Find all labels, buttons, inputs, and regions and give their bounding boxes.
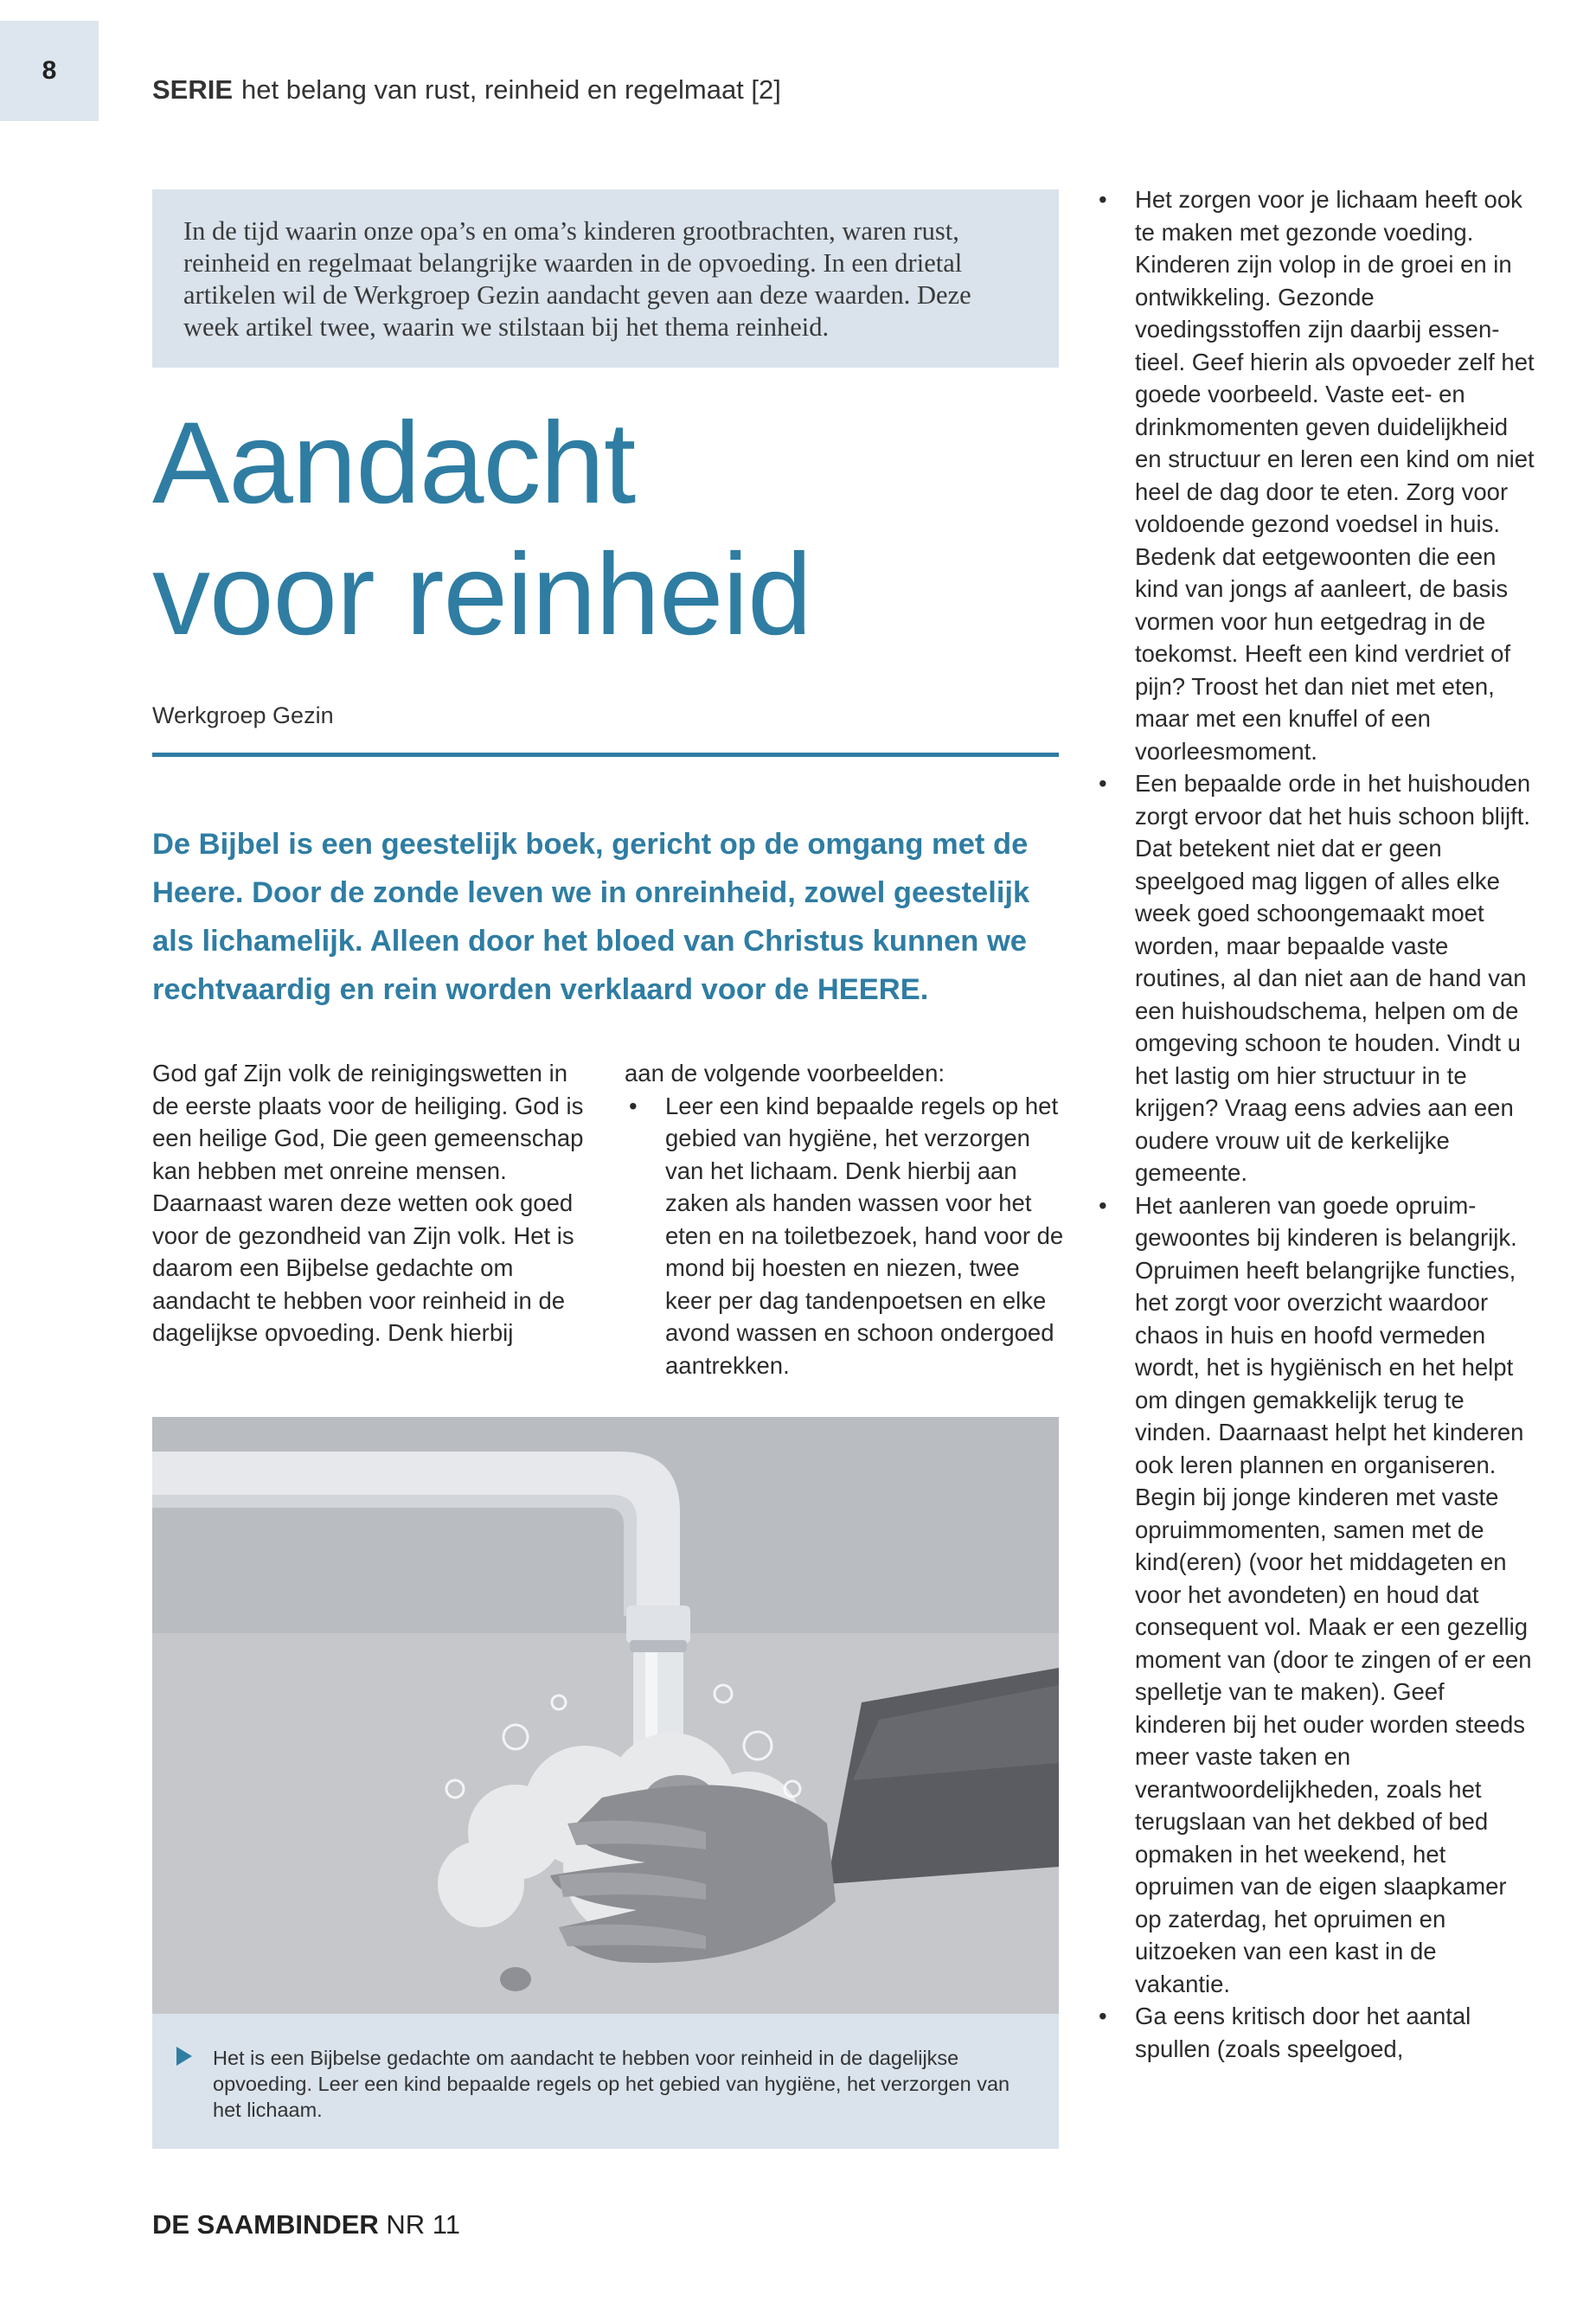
article-title [152,398,811,661]
bullets-intro: aan de volgende voorbeelden: [625,1060,945,1086]
body-column-1: God gaf Zijn volk de reinigingswetten in de eerste plaats voor de heiliging. God is een heilige God, Die geen gemeenschap kan hebben met onreine mensen. Daarnaast waren deze wetten ook goed voor de gezondheid van Zijn volk. Het is daarom een Bijbelse gedachte om aandacht te hebben voor reinheid in de dagelijkse opvoeding. Denk hierbij [152,1060,584,1346]
bullet-item: • Een bepaalde orde in het huishouden zorgt ervoor dat het huis schoon blijft. Dat betekent niet dat er geen speelgoed mag liggen of alles elke week goed schoongemaakt moet worden, maar bepaalde vaste routines, al dan niet aan de hand van een huishoudschema, helpen om de omgeving schoon te houden. Vindt u het lastig om hier structuur in te krijgen? Vraag eens advies aan een oudere vrouw uit de kerkelijke gemeente. [1094,767,1535,1189]
intro-text: In de tijd waarin onze opa’s en oma’s kinderen grootbrachten, waren rust, reinheid en regelmaat belangrijke waarden in de opvoeding. In een drietal artikelen wil de Werkgroep Gezin aandacht geven aan deze waarden. Deze week artikel twee, waarin we stilstaan bij het thema reinheid. [183,216,971,342]
series-header [152,74,781,106]
caption-arrow-icon [176,2047,192,2066]
bullet-item: • Ga eens kritisch door het aantal spullen (zoals speelgoed, [1094,2000,1535,2065]
title-divider [152,753,1059,757]
handwashing-image [152,1417,1059,2014]
magazine-name: DE SAAMBINDER [152,2209,379,2240]
page-number: 8 [42,56,57,85]
issue-number: NR 11 [386,2209,460,2240]
bullet-item: • Het aanleren van goede opruimgewoontes bij kinderen is belangrijk. Opruimen heeft belangrijke functies, het zorgt voor overzicht waardoor chaos in huis en hoofd vermeden wordt, het is hygiënisch en het helpt om dingen gemakkelijk terug te vinden. Daarnaast helpt het kinderen ook leren plannen en organiseren. Begin bij jonge kinderen met vaste opruimmomenten, samen met de kind(eren) (voor het middageten en voor het avondeten) en houd dat consequent vol. Maak er een gezellig moment van (door te zingen of er een spelletje van te maken). Geef kinderen bij het ouder worden steeds meer vaste taken en verantwoordelijkheden, zoals het terugslaan van het dekbed of bed opmaken in het weekend, het opruimen van de eigen slaapkamer op zaterdag, het opruimen en uitzoeken van een kast in de vakantie. [1094,1189,1535,2001]
image-caption: Het is een Bijbelse gedachte om aandacht te hebben voor reinheid in de dagelijkse opvoeding. Leer een kind bepaalde regels op het gebied van hygiëne, het verzorgen van het lichaam. [213,2047,1010,2121]
intro-box [152,189,1059,368]
body-column-2 [625,1057,1066,1381]
footer [152,2209,460,2240]
lead-paragraph: De Bijbel is een geestelijk boek, gericht op de omgang met de Heere. Door de zonde leven we in onreinheid, zowel geestelijk als lichamelijk. Alleen door het bloed van Christus kunnen we rechtvaardig en rein worden verklaard voor de HEERE. [152,828,1030,1006]
series-label: SERIE [152,74,234,105]
article-title-line-1: Aandacht [152,399,636,528]
article-title-line-2: voor reinheid [152,530,811,659]
bullet-item: • Leer een kind bepaalde regels op het gebied van hygiëne, het verzorgen van het lichaam. Denk hierbij aan zaken als handen wassen voor het eten en na toiletbezoek, hand voor de mond bij hoesten en niezen, twee keer per dag tandenpoetsen en elke avond wassen en schoon ondergoed aantrekken. [625,1090,1066,1382]
page-number-box [0,21,99,121]
bullet-list-col3 [1094,183,1535,2065]
handwashing-illustration [152,1417,1059,2014]
author-byline: Werkgroep Gezin [152,702,334,728]
image-caption-box [152,2014,1059,2149]
bullet-list-col2 [625,1090,1066,1382]
bullet-item: • Het zorgen voor je lichaam heeft ook te maken met gezonde voeding. Kinderen zijn volop in de groei en in ontwikkeling. Gezonde voedingsstoffen zijn daarbij essentieel. Geef hierin als opvoeder zelf het goede voorbeeld. Vaste eet- en drinkmomenten geven duidelijkheid en structuur en leren een kind om niet heel de dag door te eten. Zorg voor voldoende gezond voedsel in huis. Bedenk dat eetgewoonten die een kind van jongs af aanleert, de basis vormen voor hun eetgedrag in de toekomst. Heeft een kind verdriet of pijn? Troost het dan niet met eten, maar met een knuffel of een voorleesmoment. [1094,183,1535,767]
body-column-3 [1094,183,1535,2065]
series-title: het belang van rust, reinheid en regelmaat [2] [241,74,781,105]
